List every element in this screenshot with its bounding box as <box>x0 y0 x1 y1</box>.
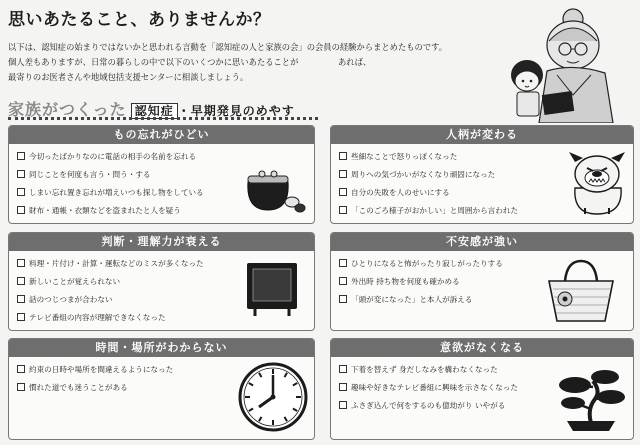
checklist-item-label: 下着を替えず 身だしなみを構わなくなった <box>351 365 498 374</box>
checkbox[interactable] <box>339 365 347 373</box>
checklist-item-label: 些細なことで怒りっぽくなった <box>351 152 458 161</box>
judgment-title: 判断・理解力が衰える <box>9 233 314 251</box>
checklist-item-label: テレビ番組の内容が理解できなくなった <box>29 313 166 322</box>
forgetfulness-section <box>8 125 315 224</box>
bonsai-icon <box>553 365 629 435</box>
checklist-item-label: 今切ったばかりなのに電話の相手の名前を忘れる <box>29 152 197 161</box>
checklist-item-label: ひとりになると怖がったり寂しがったりする <box>351 259 503 268</box>
checkbox[interactable] <box>339 295 347 303</box>
checkbox[interactable] <box>17 365 25 373</box>
checklist-item-label: 慣れた道でも迷うことがある <box>29 383 128 392</box>
checkbox[interactable] <box>17 383 25 391</box>
judgment-section <box>8 232 315 331</box>
checkbox[interactable] <box>339 259 347 267</box>
intro-line-1: 以下は、認知症の始まりではないかと思われる言動を「認知症の人と家族の会」の会員の経験からまとめたものです。 <box>8 42 448 52</box>
checkbox[interactable] <box>17 206 25 214</box>
checklist-item-label: 周りへの気づかいがなくなり頑固になった <box>351 170 496 179</box>
checkbox[interactable] <box>339 170 347 178</box>
checkbox[interactable] <box>17 313 25 321</box>
checklist-item-label: 趣味や好きなテレビ番組に興味を示さなくなった <box>351 383 518 392</box>
motivation-section <box>330 338 634 440</box>
intro-line-2-end: あれば、 <box>338 57 372 67</box>
checklist-item-label: 「このごろ様子がおかしい」と周囲から言われた <box>351 206 519 215</box>
checklist-item-label: 料理・片付け・計算・運転などのミスが多くなった <box>29 259 204 268</box>
checkbox[interactable] <box>339 206 347 214</box>
heading-lead: 家族がつくった <box>8 100 127 119</box>
family-illustration <box>495 5 640 123</box>
checklist-item-label: ふさぎ込んで何をするのも億劫がり いやがる <box>351 401 506 410</box>
checklist-item-label: 話のつじつまが合わない <box>29 295 113 304</box>
coin-purse-icon <box>242 160 306 214</box>
checkbox[interactable] <box>339 383 347 391</box>
checklist-item-label: 財布・通帳・衣類などを盗まれたと人を疑う <box>29 206 181 215</box>
orientation-section <box>8 338 315 440</box>
intro-line-2: 個人差もありますが、日常の暮らしの中で以下のいくつかに思いあたることが <box>8 57 299 67</box>
checklist-item-label: 「頭が変になった」と本人が訴える <box>351 295 473 304</box>
anxiety-section <box>330 232 634 331</box>
checkbox[interactable] <box>339 152 347 160</box>
checkbox[interactable] <box>17 259 25 267</box>
checkbox[interactable] <box>17 277 25 285</box>
checklist-item-label: しまい忘れ置き忘れが増えいつも探し物をしている <box>29 188 204 197</box>
wall-clock-icon <box>237 361 309 433</box>
checklist-item-label: 自分の失敗を人のせいにする <box>351 188 450 197</box>
television-icon <box>245 259 301 319</box>
heading-divider <box>8 117 318 124</box>
checkbox[interactable] <box>17 170 25 178</box>
anxiety-title: 不安感が強い <box>331 233 633 251</box>
intro-text <box>8 40 528 85</box>
orientation-title: 時間・場所がわからない <box>9 339 314 357</box>
page-title: 思いあたること、ありませんか？ <box>8 10 271 30</box>
motivation-title: 意欲がなくなる <box>331 339 633 357</box>
checkbox[interactable] <box>339 401 347 409</box>
checklist-item-label: 約束の日時や場所を間違えるようになった <box>29 365 174 374</box>
checkbox[interactable] <box>17 295 25 303</box>
checkbox[interactable] <box>339 277 347 285</box>
checklist-item-label: 同じことを何度も言う・問う・する <box>29 170 151 179</box>
checkbox[interactable] <box>339 188 347 196</box>
heading-tail: ・早期発見のめやす <box>177 104 295 118</box>
personality-section <box>330 125 634 224</box>
intro-line-3: 最寄りのお医者さんや地域包括支援センターに相談しましょう。 <box>8 72 249 82</box>
checklist-item-label: 外出時 持ち物を何度も確かめる <box>351 277 460 286</box>
personality-title: 人柄が変わる <box>331 126 633 144</box>
forgetfulness-title: もの忘れがひどい <box>9 126 314 144</box>
handbag-icon <box>543 257 619 325</box>
bulldog-icon <box>567 148 629 216</box>
heading-boxed: 認知症 <box>131 103 178 119</box>
checkbox[interactable] <box>17 152 25 160</box>
checkbox[interactable] <box>17 188 25 196</box>
checklist-item-label: 新しいことが覚えられない <box>29 277 121 286</box>
